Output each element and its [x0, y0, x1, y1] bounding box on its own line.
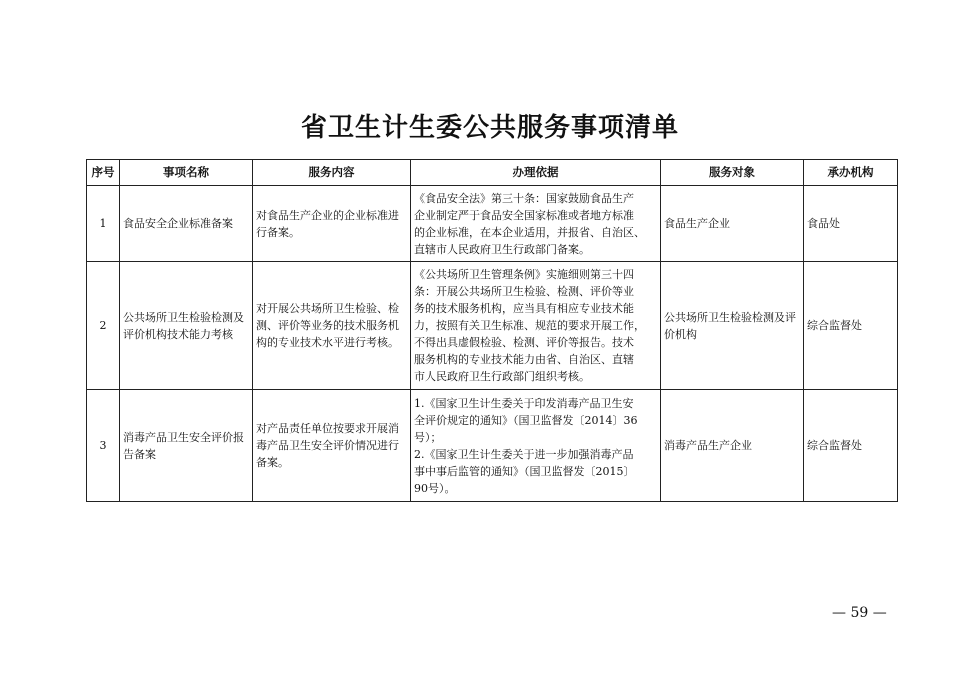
service-target: 公共场所卫生检验检测及评价机构: [661, 262, 804, 390]
basis-line: 《食品安全法》第三十条：国家鼓励食品生产: [414, 191, 634, 205]
basis-cell: [411, 390, 661, 502]
basis-line: 90号）。: [414, 481, 456, 495]
basis-line: 条：开展公共场所卫生检验、检测、评价等业: [414, 285, 634, 298]
basis-cell: [411, 262, 661, 390]
agency: 食品处: [804, 186, 898, 262]
service-content: 对产品责任单位按要求开展消毒产品卫生安全评价情况进行备案。: [253, 390, 411, 502]
header-agency: 承办机构: [804, 160, 898, 186]
basis-line: 企业制定严于食品安全国家标准或者地方标准: [414, 208, 634, 222]
service-target: 消毒产品生产企业: [661, 390, 804, 502]
basis-line: 服务机构的专业技术能力由省、自治区、直辖: [414, 353, 634, 366]
header-no: 序号: [87, 160, 120, 186]
service-content: 对食品生产企业的企业标准进行备案。: [253, 186, 411, 262]
agency: 综合监督处: [804, 262, 898, 390]
header-basis: 办理依据: [411, 160, 661, 186]
basis-line: 2.《国家卫生计生委关于进一步加强消毒产品: [414, 447, 634, 461]
basis-line: 《公共场所卫生管理条例》实施细则第三十四: [414, 268, 634, 281]
basis-line: 不得出具虚假检验、检测、评价等报告。技术: [414, 336, 634, 349]
basis-line: 力，按照有关卫生标准、规范的要求开展工作，: [414, 319, 645, 332]
item-name: 食品安全企业标准备案: [120, 186, 253, 262]
service-list-table: [86, 159, 898, 502]
basis-line: 务的技术服务机构，应当具有相应专业技术能: [414, 302, 634, 315]
table-header-row: [87, 160, 898, 186]
agency: 综合监督处: [804, 390, 898, 502]
item-name: 消毒产品卫生安全评价报告备案: [120, 390, 253, 502]
basis-cell: [411, 186, 661, 262]
row-number: 2: [87, 262, 120, 390]
basis-line: 事中事后监管的通知》（国卫监督发〔2015〕: [414, 464, 635, 478]
header-service-target: 服务对象: [661, 160, 804, 186]
table-row: [87, 186, 898, 262]
basis-line: 直辖市人民政府卫生行政部门备案。: [414, 242, 590, 256]
row-number: 1: [87, 186, 120, 262]
service-content: 对开展公共场所卫生检验、检测、评价等业务的技术服务机构的专业技术水平进行考核。: [253, 262, 411, 390]
header-item-name: 事项名称: [120, 160, 253, 186]
row-number: 3: [87, 390, 120, 502]
header-service-content: 服务内容: [253, 160, 411, 186]
service-target: 食品生产企业: [661, 186, 804, 262]
document-title: 省卫生计生委公共服务事项清单: [300, 113, 679, 143]
basis-line: 的企业标准，在本企业适用，并报省、自治区、: [414, 225, 645, 239]
table-row: [87, 390, 898, 502]
item-name: 公共场所卫生检验检测及评价机构技术能力考核: [120, 262, 253, 390]
table-row: [87, 262, 898, 390]
basis-line: 号）；: [414, 430, 442, 444]
basis-line: 全评价规定的通知》（国卫监督发〔2014〕36: [414, 413, 638, 427]
basis-line: 1.《国家卫生计生委关于印发消毒产品卫生安: [414, 396, 634, 410]
basis-line: 市人民政府卫生行政部门组织考核。: [414, 370, 590, 383]
page-number: — 59 —: [832, 605, 887, 621]
